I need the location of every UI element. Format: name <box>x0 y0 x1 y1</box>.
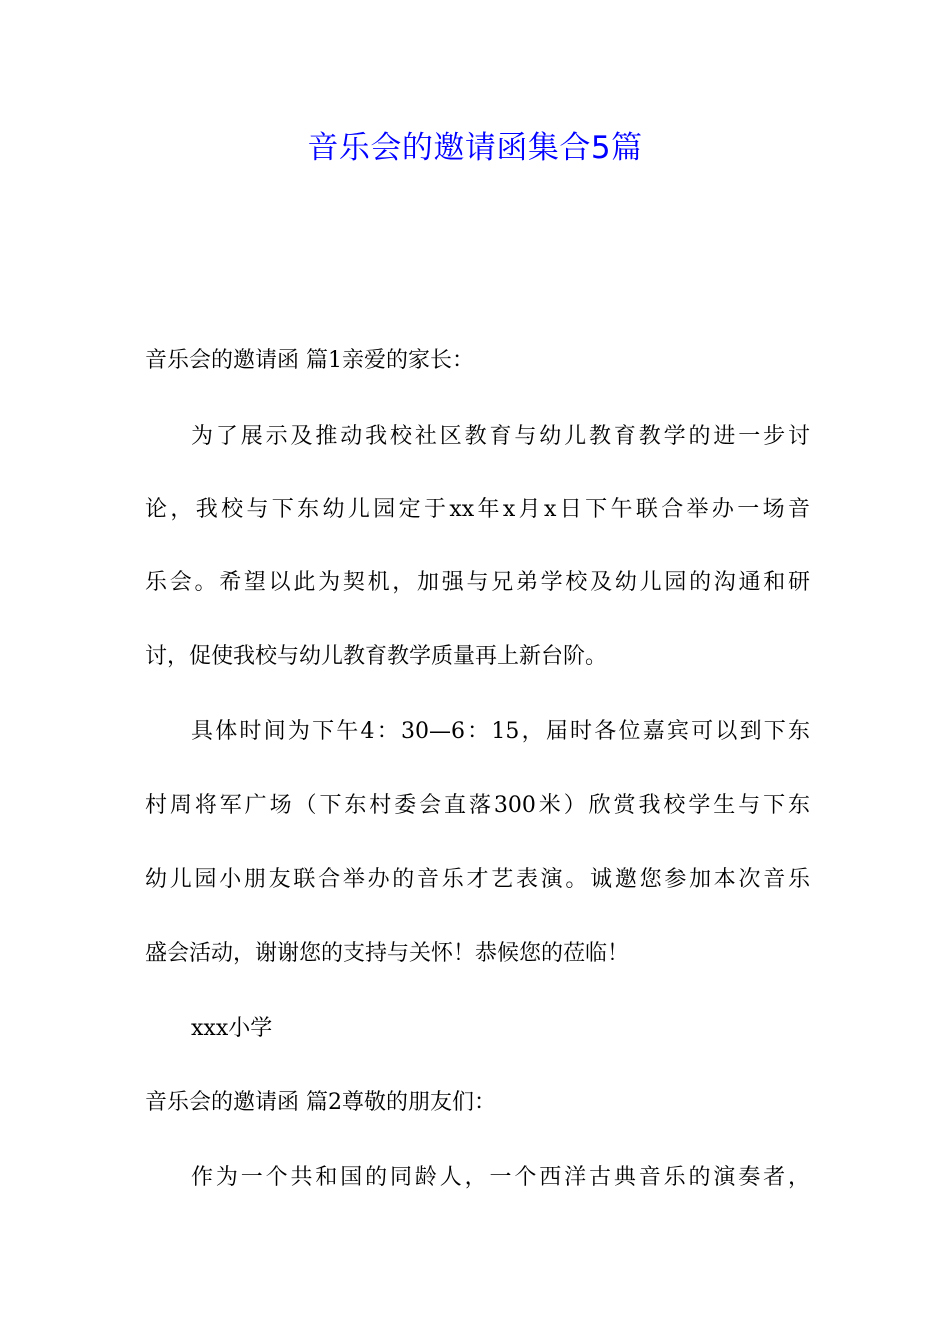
paragraph-2-line-3: 幼儿园小朋友联合举办的音乐才艺表演。诚邀您参加本次音乐 <box>145 867 810 892</box>
paragraph-1-line-3: 乐会。希望以此为契机，加强与兄弟学校及幼儿园的沟通和研 <box>145 570 810 595</box>
paragraph-1-line-2: 论，我校与下东幼儿园定于xx年x月x日下午联合举办一场音 <box>145 497 810 522</box>
paragraph-1-line-1: 为了展示及推动我校社区教育与幼儿教育教学的进一步讨 <box>191 424 810 449</box>
section-1-heading: 音乐会的邀请函 篇1亲爱的家长： <box>145 348 474 373</box>
section-2-heading: 音乐会的邀请函 篇2尊敬的朋友们： <box>145 1090 496 1115</box>
paragraph-2-line-4: 盛会活动，谢谢您的支持与关怀！恭候您的莅临！ <box>145 941 630 966</box>
paragraph-2-line-2: 村周将军广场（下东村委会直落300米）欣赏我校学生与下东 <box>145 793 810 818</box>
signature-school: xxx小学 <box>191 1016 273 1041</box>
paragraph-3-line-1: 作为一个共和国的同龄人，一个西洋古典音乐的演奏者， <box>191 1165 810 1190</box>
paragraph-2-line-1: 具体时间为下午4：30—6：15，届时各位嘉宾可以到下东 <box>191 719 810 744</box>
paragraph-1-line-4: 讨，促使我校与幼儿教育教学质量再上新台阶。 <box>145 644 608 669</box>
document-title: 音乐会的邀请函集合5篇 <box>307 130 643 166</box>
